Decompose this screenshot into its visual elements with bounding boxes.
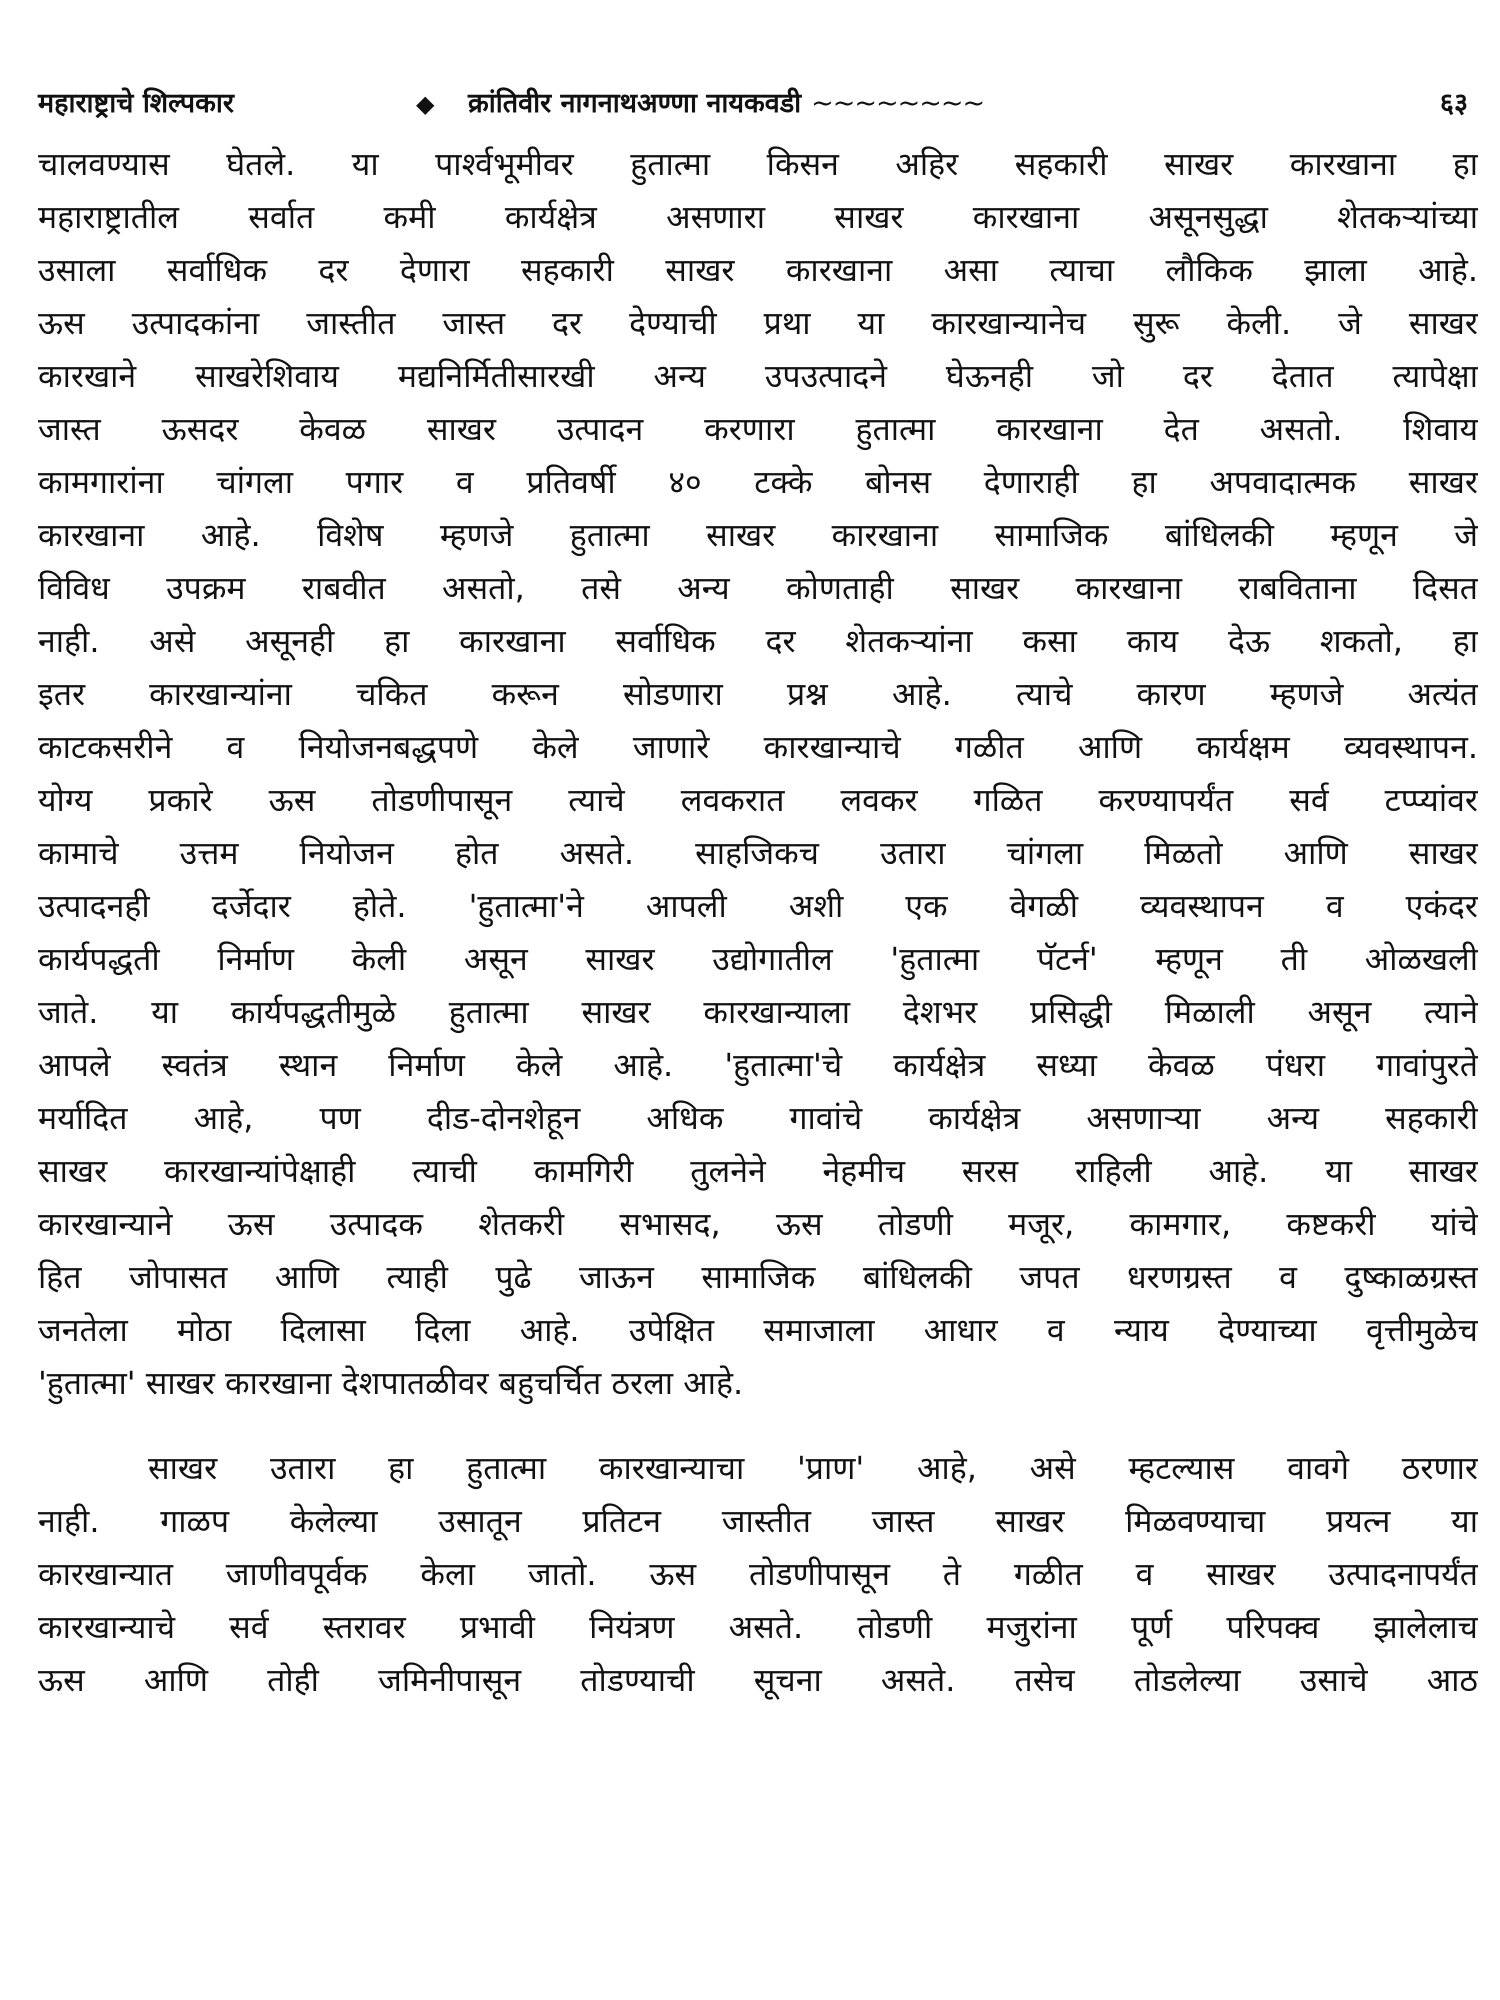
paragraph-line: इतर कारखान्यांना चकित करून सोडणारा प्रश्न आहे. त्याचे कारण म्हणजे अत्यंत xyxy=(38,675,1478,713)
paragraph-line: चालवण्यास घेतले. या पार्श्वभूमीवर हुतात्मा किसन अहिर सहकारी साखर कारखाना हा xyxy=(38,145,1478,183)
paragraph-line: कारखान्यात जाणीवपूर्वक केला जातो. ऊस तोडणीपासून ते गळीत व साखर उत्पादनापर्यंत xyxy=(38,1555,1478,1593)
paragraph-line: साखर कारखान्यांपेक्षाही त्याची कामगिरी तुलनेने नेहमीच सरस राहिली आहे. या साखर xyxy=(38,1152,1478,1190)
paragraph-line: 'हुतात्मा' साखर कारखाना देशपातळीवर बहुचर्चित ठरला आहे. xyxy=(38,1364,744,1402)
paragraph-line: नाही. गाळप केलेल्या उसातून प्रतिटन जास्तीत जास्त साखर मिळवण्याचा प्रयत्न या xyxy=(38,1502,1478,1540)
paragraph-line: कारखाने साखरेशिवाय मद्यनिर्मितीसारखी अन्य उपउत्पादने घेऊनही जो दर देतात त्यापेक्षा xyxy=(38,357,1478,395)
paragraph-line: आपले स्वतंत्र स्थान निर्माण केले आहे. 'हुतात्मा'चे कार्यक्षेत्र सध्या केवळ पंधरा गावांपुरते xyxy=(38,1046,1478,1084)
diamond-separator-icon: ◆ xyxy=(416,90,435,118)
paragraph-line: कामगारांना चांगला पगार व प्रतिवर्षी ४० टक्के बोनस देणाराही हा अपवादात्मक साखर xyxy=(38,463,1478,501)
paragraph-line: मर्यादित आहे, पण दीड-दोनशेहून अधिक गावांचे कार्यक्षेत्र असणाऱ्या अन्य सहकारी xyxy=(38,1099,1478,1137)
chapter-title-text: क्रांतिवीर नागनाथअण्णा नायकवडी xyxy=(468,88,802,119)
paragraph-line: कारखान्याचे सर्व स्तरावर प्रभावी नियंत्रण असते. तोडणी मजुरांना पूर्ण परिपक्व झालेलाच xyxy=(38,1608,1478,1646)
chapter-title xyxy=(468,78,984,130)
paragraph-line: ऊस आणि तोही जमिनीपासून तोडण्याची सूचना असते. तसेच तोडलेल्या उसाचे आठ xyxy=(38,1661,1478,1699)
paragraph-line: नाही. असे असूनही हा कारखाना सर्वाधिक दर शेतकऱ्यांना कसा काय देऊ शकतो, हा xyxy=(38,622,1478,660)
paragraph-line: जाते. या कार्यपद्धतीमुळे हुतात्मा साखर कारखान्याला देशभर प्रसिद्धी मिळाली असून त्याने xyxy=(38,993,1478,1031)
paragraph-line: जास्त ऊसदर केवळ साखर उत्पादन करणारा हुतात्मा कारखाना देत असतो. शिवाय xyxy=(38,410,1478,448)
paragraph-line: योग्य प्रकारे ऊस तोडणीपासून त्याचे लवकरात लवकर गळित करण्यापर्यंत सर्व टप्प्यांवर xyxy=(38,781,1478,819)
paragraph-line: उसाला सर्वाधिक दर देणारा सहकारी साखर कारखाना असा त्याचा लौकिक झाला आहे. xyxy=(38,251,1478,289)
paragraph-line: उत्पादनही दर्जेदार होते. 'हुतात्मा'ने आपली अशी एक वेगळी व्यवस्थापन व एकंदर xyxy=(38,887,1478,925)
paragraph-line: कारखान्याने ऊस उत्पादक शेतकरी सभासद, ऊस तोडणी मजूर, कामगार, कष्टकरी यांचे xyxy=(38,1205,1478,1243)
running-header xyxy=(38,78,1478,130)
paragraph-line: साखर उतारा हा हुतात्मा कारखान्याचा 'प्राण' आहे, असे म्हटल्यास वावगे ठरणार xyxy=(148,1449,1478,1487)
book-title: महाराष्ट्राचे शिल्पकार xyxy=(38,88,234,119)
paragraph-line: हित जोपासत आणि त्याही पुढे जाऊन सामाजिक बांधिलकी जपत धरणग्रस्त व दुष्काळग्रस्त xyxy=(38,1258,1478,1296)
paragraph-line: ऊस उत्पादकांना जास्तीत जास्त दर देण्याची प्रथा या कारखान्यानेच सुरू केली. जे साखर xyxy=(38,304,1478,342)
paragraph-line: कार्यपद्धती निर्माण केली असून साखर उद्योगातील 'हुतात्मा पॅटर्न' म्हणून ती ओळखली xyxy=(38,940,1478,978)
paragraph-line: कामाचे उत्तम नियोजन होत असते. साहजिकच उतारा चांगला मिळतो आणि साखर xyxy=(38,834,1478,872)
paragraph-1 xyxy=(38,138,1478,1410)
paragraph-line: काटकसरीने व नियोजनबद्धपणे केले जाणारे कारखान्याचे गळीत आणि कार्यक्षम व्यवस्थापन. xyxy=(38,728,1478,766)
paragraph-2 xyxy=(38,1442,1478,1707)
paragraph-line: विविध उपक्रम राबवीत असतो, तसे अन्य कोणताही साखर कारखाना राबविताना दिसत xyxy=(38,569,1478,607)
paragraph-line: जनतेला मोठा दिलासा दिला आहे. उपेक्षित समाजाला आधार व न्याय देण्याच्या वृत्तीमुळेच xyxy=(38,1311,1478,1349)
paragraph-line: महाराष्ट्रातील सर्वात कमी कार्यक्षेत्र असणारा साखर कारखाना असूनसुद्धा शेतकऱ्यांच्या xyxy=(38,198,1478,236)
header-decoration: ~~~~~~~~ xyxy=(811,88,985,119)
paragraph-line: कारखाना आहे. विशेष म्हणजे हुतात्मा साखर कारखाना सामाजिक बांधिलकी म्हणून जे xyxy=(38,516,1478,554)
page-number: ६३ xyxy=(1439,88,1468,119)
